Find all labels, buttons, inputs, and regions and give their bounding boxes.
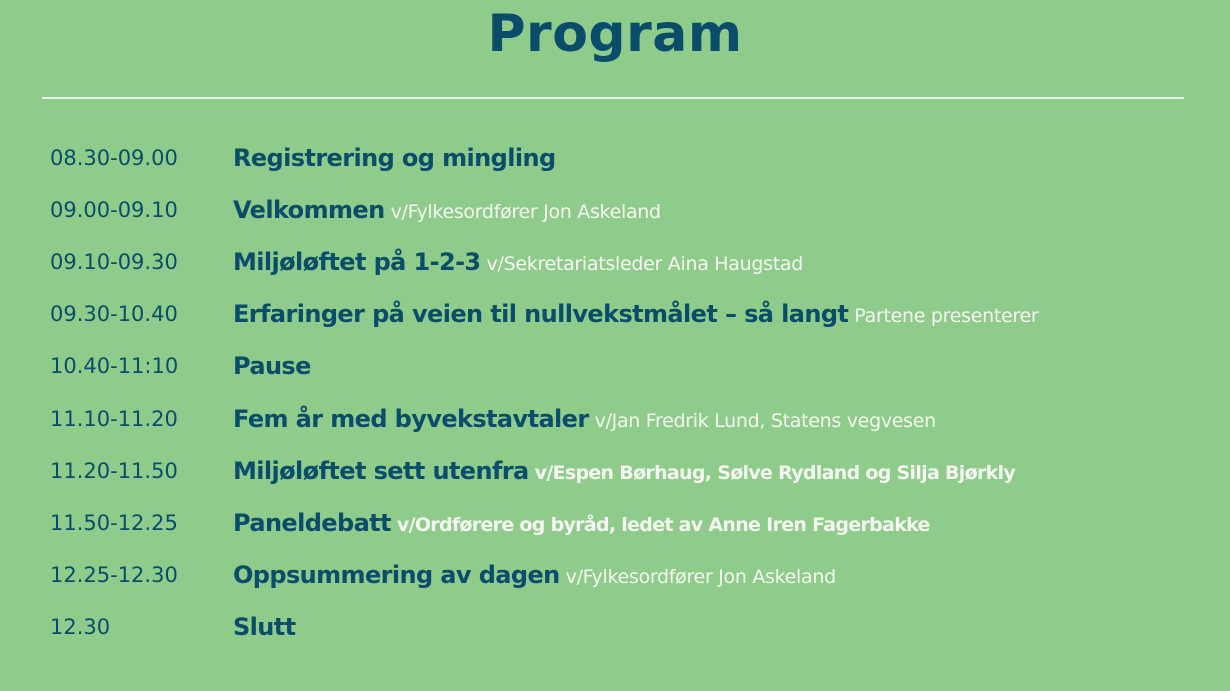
agenda-time: 11.10-11.20	[50, 406, 178, 431]
agenda-item	[50, 132, 1210, 184]
agenda-detail: v/Fylkesordfører Jon Askeland	[390, 201, 661, 224]
agenda-item	[50, 549, 1210, 601]
agenda-topic: Miljøløftet på 1-2-3	[233, 248, 481, 277]
agenda-topic: Fem år med byvekstavtaler	[233, 404, 589, 433]
agenda-time: 09.30-10.40	[50, 302, 178, 327]
agenda-topic: Erfaringer på veien til nullvekstmålet – så langt	[233, 300, 849, 329]
agenda-detail: Partene presenterer	[854, 305, 1039, 328]
agenda-item	[50, 184, 1210, 236]
agenda-item	[50, 497, 1210, 549]
agenda-item	[50, 445, 1210, 497]
agenda-topic: Oppsummering av dagen	[233, 560, 560, 589]
agenda-detail: v/Sekretariatsleder Aina Haugstad	[486, 253, 803, 276]
title-divider	[42, 97, 1184, 99]
agenda-detail: v/Ordførere og byråd, ledet av Anne Iren Fagerbakke	[396, 513, 930, 536]
agenda-topic: Pause	[233, 352, 311, 381]
agenda-detail: v/Fylkesordfører Jon Askeland	[565, 565, 836, 588]
agenda-detail: v/Jan Fredrik Lund, Statens vegvesen	[594, 409, 936, 432]
agenda-time: 11.20-11.50	[50, 458, 178, 483]
agenda-time: 12.25-12.30	[50, 562, 178, 587]
agenda-item	[50, 601, 1210, 653]
agenda-item	[50, 392, 1210, 444]
agenda-item	[50, 340, 1210, 392]
page-title: Program	[487, 4, 743, 64]
agenda-time: 09.10-09.30	[50, 250, 178, 275]
agenda-time: 11.50-12.25	[50, 510, 178, 535]
agenda-item	[50, 236, 1210, 288]
agenda-item	[50, 288, 1210, 340]
agenda-topic: Paneldebatt	[233, 508, 391, 537]
agenda-time: 08.30-09.00	[50, 146, 178, 171]
agenda-list	[50, 132, 1210, 653]
agenda-time: 12.30	[50, 614, 111, 639]
agenda-detail: v/Espen Børhaug, Sølve Rydland og Silja Bjørkly	[534, 461, 1016, 484]
agenda-topic: Slutt	[233, 612, 296, 641]
agenda-time: 10.40-11:10	[50, 354, 179, 379]
agenda-topic: Registrering og mingling	[233, 144, 556, 173]
agenda-topic: Miljøløftet sett utenfra	[233, 456, 529, 485]
agenda-topic: Velkommen	[233, 196, 385, 225]
agenda-time: 09.00-09.10	[50, 198, 178, 223]
